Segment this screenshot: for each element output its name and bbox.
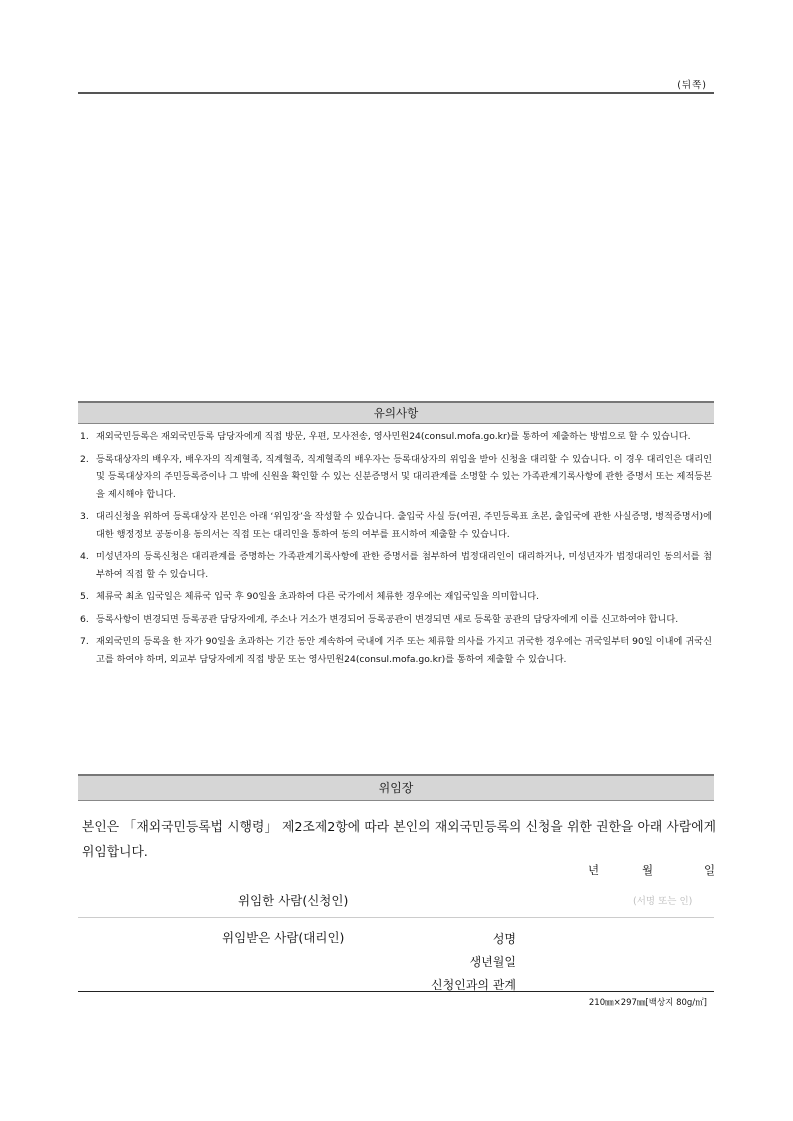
note-item [80, 508, 712, 543]
page-side-label: (뒤쪽) [677, 80, 707, 91]
note-text: 등록사항이 변경되면 등록공관 담당자에게, 주소나 거소가 변경되어 등록공관이 변경되면 새로 등록할 공관의 담당자에게 이를 신고하여야 합니다. [96, 613, 679, 625]
date-month-label: 월 [642, 863, 654, 877]
note-number: 1. [80, 431, 89, 442]
note-number: 7. [80, 636, 89, 647]
grantor-label: 위임한 사람(신청인) [238, 893, 349, 908]
note-item [80, 451, 712, 504]
note-number: 6. [80, 613, 89, 625]
note-number: 2. [80, 453, 89, 465]
proxy-title: 위임장 [78, 774, 714, 801]
note-text: 재외국민의 등록을 한 자가 90일을 초과하는 기간 동안 계속하여 국내에 거주 또는 체류할 의사를 가지고 귀국한 경우에는 귀국일부터 90일 이내에 귀국신고를 하여야 하며, 외교부 담당자에게 직접 방문 또는 영사민원24(consul.mofa.go.kr)를 통하여 제출할 수 있습니다. [96, 636, 712, 665]
name-field-label: 성명 [492, 932, 516, 946]
date-day-label: 일 [704, 863, 716, 877]
note-number: 5. [80, 591, 89, 602]
note-item [80, 611, 712, 629]
relationship-field-label: 신청인과의 관계 [431, 978, 516, 992]
birthdate-field-label: 생년월일 [469, 955, 516, 969]
notes-list [80, 424, 712, 668]
note-item [80, 548, 712, 583]
date-year-label: 년 [588, 863, 600, 877]
top-rule [78, 92, 714, 94]
note-number: 4. [80, 551, 89, 562]
note-text: 등록대상자의 배우자, 배우자의 직계혈족, 직계혈족, 직계혈족의 배우자는 등록대상자의 위임을 받아 신청을 대리할 수 있습니다. 이 경우 대리인은 대리인 및 등록대상자의 주민등록증이나 그 밖에 신원을 확인할 수 있는 신분증명서 및 대리관계를 소명할 수 있는 가족관계기록사항에 관한 증명서 또는 제적등본을 제시해야 합니다. [96, 453, 712, 500]
note-number: 3. [80, 511, 89, 522]
note-item [80, 588, 712, 606]
signature-field[interactable]: (서명 또는 인) [633, 896, 693, 907]
proxy-statement: 본인은 「재외국민등록법 시행령」 제2조제2항에 따라 본인의 재외국민등록의 신청을 위한 권한을 아래 사람에게 위임합니다. [82, 820, 716, 860]
bottom-rule [78, 991, 714, 992]
divider [78, 917, 714, 918]
note-text: 재외국민등록은 재외국민등록 담당자에게 직접 방문, 우편, 모사전송, 영사민원24(consul.mofa.go.kr)를 통하여 제출하는 방법으로 할 수 있습니다. [96, 431, 691, 442]
grantee-label: 위임받은 사람(대리인) [222, 930, 345, 945]
note-item [80, 633, 712, 668]
note-text: 체류국 최초 입국일은 체류국 입국 후 90일을 초과하여 다른 국가에서 체류한 경우에는 재입국일을 의미합니다. [96, 591, 540, 602]
notes-title: 유의사항 [78, 401, 714, 424]
note-item [80, 428, 712, 446]
note-text: 대리신청을 위하여 등록대상자 본인은 아래 ‘위임장’을 작성할 수 있습니다. 출입국 사실 등(여권, 주민등록표 초본, 출입국에 관한 사실증명, 병적증명서)에 대한 행정정보 공동이용 동의서는 직접 또는 대리인을 통하여 동의 여부를 표시하여 제출할 수 있습니다. [96, 511, 712, 540]
paper-spec: 210㎜×297㎜[백상지 80g/㎡] [588, 998, 707, 1008]
note-text: 미성년자의 등록신청은 대리관계를 증명하는 가족관계기록사항에 관한 증명서를 첨부하여 법정대리인이 대리하거나, 미성년자가 법정대리인 동의서를 첨부하여 직접 할 수 있습니다. [96, 551, 712, 580]
